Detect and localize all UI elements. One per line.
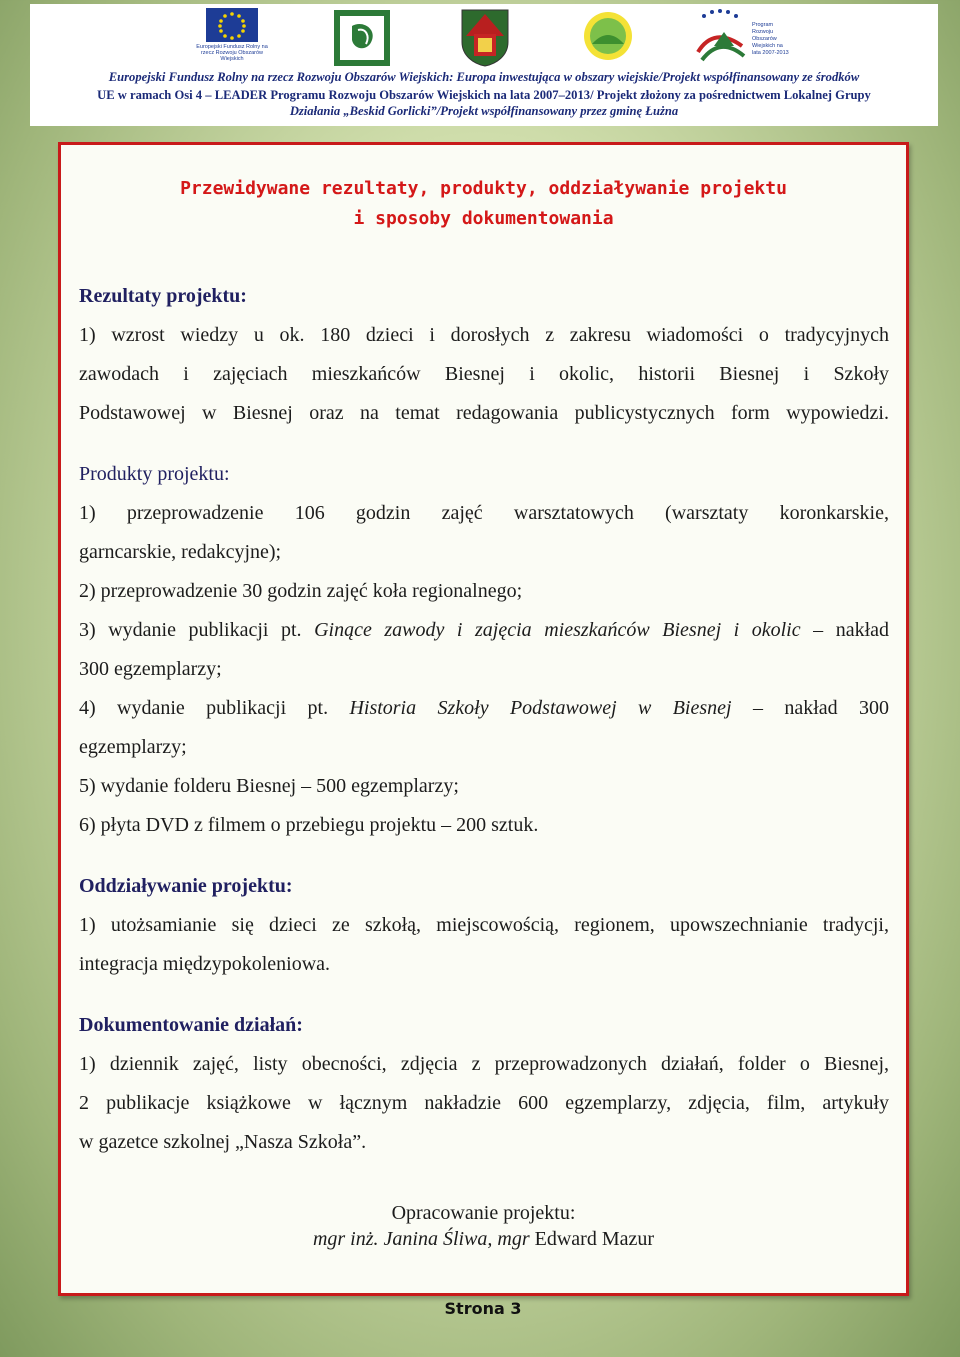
page-title-line-2: i sposoby dokumentowania [353,208,614,229]
publication-title-1: Ginące zawody i zajęcia mieszkańców Biesnej i okolic [314,619,801,641]
header-line-3: Działania „Beskid Gorlicki”/Projekt współfinansowany przez gminę Łużna [289,104,679,118]
prow-logo [694,6,790,73]
documentation-line-1: 1) dziennik zajęć, listy obecności, zdjęcia z przeprowadzonych działań, folder o Biesnej, [79,1053,889,1075]
header-line-2: UE w ramach Osi 4 – LEADER Programu Rozwoju Obszarów Wiejskich na lata 2007–2013/ Projekt złożony za pośrednictwem Lokalnej Grupy [97,88,871,102]
products-item-4-prefix: 4) wydanie publikacji pt. [79,697,350,719]
products-item-4-suffix: – nakład 300 [731,697,890,719]
signature-names-italic: mgr inż. Janina Śliwa, mgr [312,1228,530,1250]
prow-logo-caption: Program Rozwoju Obszarów Wiejskich na lata 2007-2013 [752,22,789,56]
products-item-5: 5) wydanie folderu Biesnej – 500 egzemplarzy; [79,775,459,797]
results-line-1: 1) wzrost wiedzy u ok. 180 dzieci i dorosłych z zakresu wiadomości o tradycyjnych [79,324,889,346]
documentation-line-2: 2 publikacje książkowe w łącznym nakładzie 600 egzemplarzy, zdjęcia, film, artykuły [79,1092,889,1114]
products-item-6: 6) płyta DVD z filmem o przebiegu projektu – 200 sztuk. [79,814,539,836]
products-item-3b: 300 egzemplarzy; [79,658,222,680]
results-line-3: Podstawowej w Biesnej oraz na temat redagowania publicystycznych form wypowiedzi. [79,402,889,424]
products-item-1a: 1) przeprowadzenie 106 godzin zajęć warsztatowych (warsztaty koronkarskie, [79,502,889,524]
publication-title-2: Historia Szkoły Podstawowej w Biesnej [349,697,732,719]
header-line-1: Europejski Fundusz Rolny na rzecz Rozwoju Obszarów Wiejskich: Europa inwestująca w obszary wiejskie/Projekt współfinansowany ze środków [108,70,860,84]
documentation-line-3: w gazetce szkolnej „Nasza Szkoła”. [79,1131,367,1153]
leader-logo [332,6,392,73]
results-heading: Rezultaty projektu: [79,285,247,307]
products-item-3-suffix: – nakład [800,619,890,641]
impact-line-1: 1) utożsamianie się dzieci ze szkołą, miejscowością, regionem, upowszechnianie tradycji, [79,914,889,936]
products-item-1b: garncarskie, redakcyjne); [79,541,282,563]
impact-line-2: integracja międzypokoleniowa. [79,953,331,975]
products-item-4 [79,697,889,720]
products-heading: Produkty projektu: [79,463,230,485]
page-title-line-1: Przewidywane rezultaty, produkty, oddziaływanie projektu [180,178,787,199]
header-banner [30,4,938,126]
results-line-2: zawodach i zajęciach mieszkańców Biesnej i okolic, historii Biesnej i Szkoły [79,363,889,385]
impact-heading: Oddziaływanie projektu: [79,875,293,897]
products-item-3 [79,619,889,642]
products-item-3-prefix: 3) wydanie publikacji pt. [79,619,315,641]
signature-names [61,1228,906,1251]
products-item-4b: egzemplarzy; [79,736,187,758]
products-item-2: 2) przeprowadzenie 30 godzin zajęć koła regionalnego; [79,580,523,602]
page-number: Strona 3 [444,1299,522,1318]
coat-of-arms-logo [458,6,512,73]
content-frame [58,142,909,1296]
signature-label: Opracowanie projektu: [391,1202,576,1224]
documentation-heading: Dokumentowanie działań: [79,1014,303,1036]
eu-flag-logo [192,6,272,73]
beskid-gorlicki-logo [582,6,634,73]
logo-strip [30,6,938,72]
eu-logo-caption: Europejski Fundusz Rolny na rzecz Rozwoju Obszarów Wiejskich [196,44,268,62]
signature-names-plain: Edward Mazur [529,1228,655,1250]
